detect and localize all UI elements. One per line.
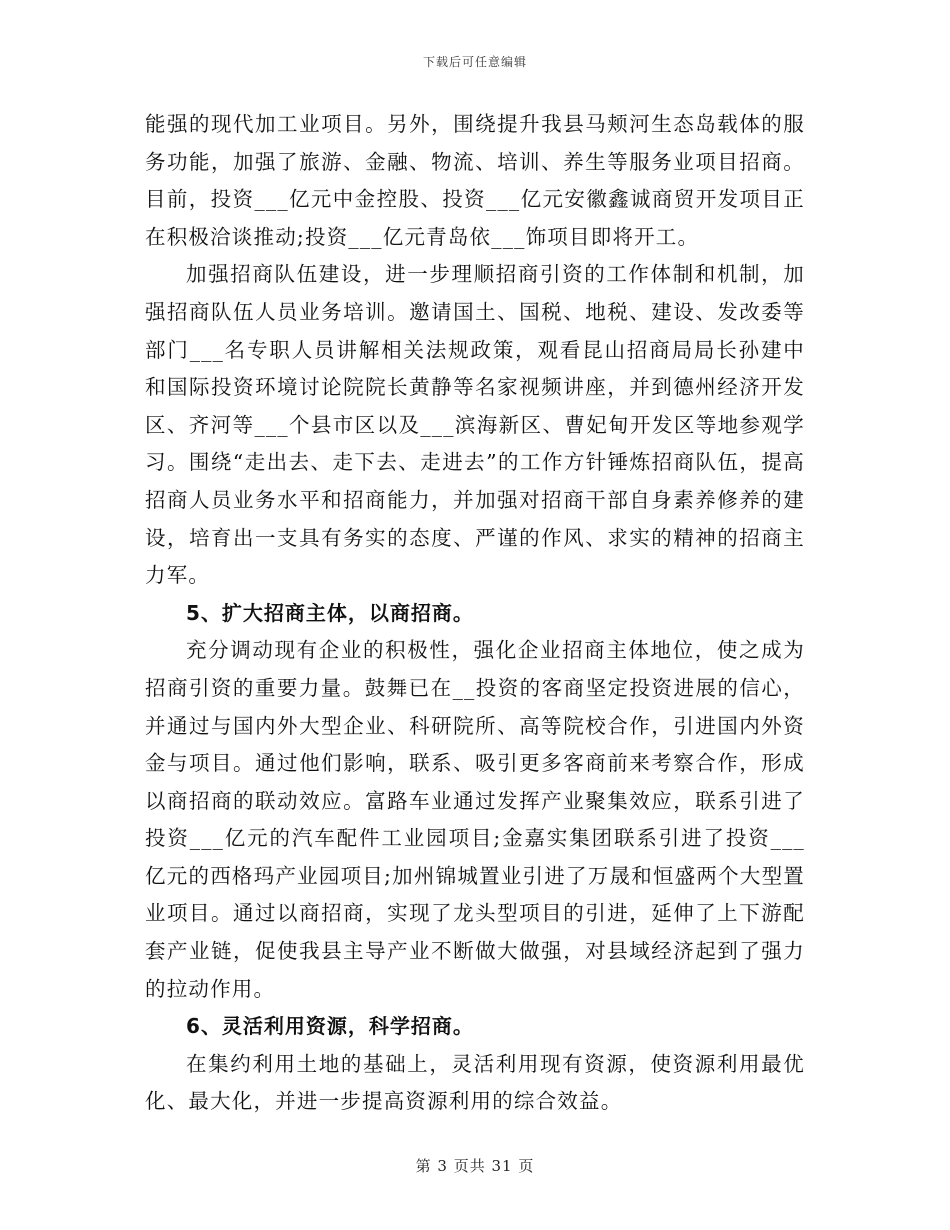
paragraph-resources: 在集约利用土地的基础上，灵活利用现有资源，使资源利用最优化、最大化，并进一步提高资源利用的综合效益。	[145, 1051, 805, 1114]
section-heading-6: 6、灵活利用资源，科学招商。	[186, 1014, 474, 1039]
header-note: 下载后可任意编辑	[422, 55, 527, 69]
page-number-footer: 第 3 页共 31 页	[415, 1157, 535, 1175]
paragraph-continuation: 能强的现代加工业项目。另外，围绕提升我县马颊河生态岛载体的服务功能，加强了旅游、金融、物流、培训、养生等服务业项目招商。目前，投资___亿元中金控股、投资___亿元安徽鑫诚商贸开发项目正在积极洽谈推动;投资___亿元青岛依___饰项目即将开工。	[145, 112, 805, 249]
paragraph-business-attraction: 充分调动现有企业的积极性，强化企业招商主体地位，使之成为招商引资的重要力量。鼓舞已在__投资的客商坚定投资进展的信心，并通过与国内外大型企业、科研院所、高等院校合作，引进国内外资金与项目。通过他们影响，联系、吸引更多客商前来考察合作，形成以商招商的联动效应。富路车业通过发挥产业聚集效应，联系引进了投资___亿元的汽车配件工业园项目;金嘉实集团联系引进了投资___亿元的西格玛产业园项目;加州锦城置业引进了万晟和恒盛两个大型置业项目。通过以商招商，实现了龙头型项目的引进，延伸了上下游配套产业链，促使我县主导产业不断做大做强，对县域经济起到了强力的拉动作用。	[145, 638, 805, 1001]
document-body	[145, 106, 805, 1121]
paragraph-team-building: 加强招商队伍建设，进一步理顺招商引资的工作体制和机制，加强招商队伍人员业务培训。邀请国土、国税、地税、建设、发改委等部门___名专职人员讲解相关法规政策，观看昆山招商局局长孙建中和国际投资环境讨论院院长黄静等名家视频讲座，并到德州经济开发区、齐河等___个县市区以及___滨海新区、曹妃甸开发区等地参观学习。围绕“走出去、走下去、走进去”的工作方针锤炼招商队伍，提高招商人员业务水平和招商能力，并加强对招商干部自身素养修养的建设，培育出一支具有务实的态度、严谨的作风、求实的精神的招商主力军。	[145, 262, 805, 588]
section-heading-5: 5、扩大招商主体，以商招商。	[186, 600, 474, 625]
